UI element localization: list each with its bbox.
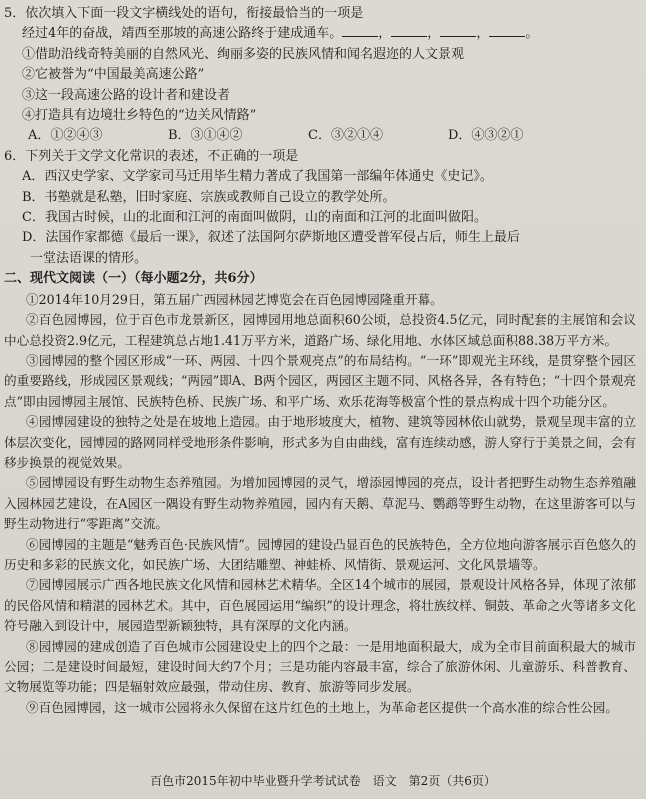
q5-passage-text: 经过4年的奋战，靖西至那坡的高速公路终于建成通车。 [22, 26, 343, 42]
paragraph-3: ③园博园的整个园区形成“一环、两园、十四个景观亮点”的布局结构。“一环”即观光主环线，是贯穿整个园区的重要路线，形成园区景观线；“两园”即A、B两个园区，两园区主题不同、风格各异，各有特色；“十四个景观亮点”即由园博园主展馆、民族特色桥、民族广场、和平广场、欢乐花海等极富个性的景点构成十四个功能分区。 [4, 352, 636, 409]
q6-stem: 6．下列关于文学文化常识的表述，不正确的一项是 [4, 148, 299, 164]
paragraph-4: ④园博园建设的独特之处是在坡地上造园。由于地形坡度大，植物、建筑等园林依山就势，景观呈现丰富的立体层次变化，园博园的路网同样受地形条件影响，形式多为自由曲线，富有连续动感，游人穿行于美景之间，会有移步换景的视觉效果。 [4, 414, 636, 470]
paragraph-9: ⑨百色园博园，这一城市公园将永久保留在这片红色的土地上，为革命老区提供一个高水准的综合性公园。 [26, 699, 618, 715]
q5-option-c: C．③②①④ [308, 128, 383, 144]
q5-option-a: A．①②④③ [28, 128, 103, 144]
q5-option-d: D．④③②① [448, 128, 524, 144]
section-title: 二、现代文阅读（一）（每小题2分，共6分） [4, 271, 263, 287]
q5-blank-1 [342, 24, 378, 37]
q5-sep-1: ， [378, 26, 392, 42]
q5-item-2: ②它被誉为“中国最美高速公路” [22, 67, 205, 83]
q5-option-b: B．③①④② [168, 128, 243, 144]
paragraph-2: ②百色园博园，位于百色市龙景新区，园博园用地总面积60公顷，总投资4.5亿元，同时配套的主展馆和会议中心总投资2.9亿元，工程建筑总占地1.41万平方米，道路广场、绿化用地、水体区域总面积88.38万平方米。 [4, 312, 636, 348]
q5-item-4: ④打造具有边境壮乡特色的“边关风情路” [22, 108, 257, 124]
q5-blank-4 [489, 24, 525, 37]
paragraph-6: ⑥园博园的主题是“魅秀百色·民族风情”。园博园的建设凸显百色的民族特色，全方位地向游客展示百色悠久的历史和多彩的民族文化，如民族广场、大团结雕塑、神蛙桥、风情街、景观运河、文化风景墙等。 [4, 536, 636, 572]
page-footer: 百色市2015年初中毕业暨升学考试试卷 语文 第2页（共6页） [150, 773, 496, 788]
q5-item-3: ③这一段高速公路的设计者和建设者 [22, 87, 231, 103]
q5-passage [4, 24, 636, 44]
paragraph-8: ⑧园博园的建成创造了百色城市公园建设史上的四个之最：一是用地面积最大，成为全市目前面积最大的城市公园；二是建设时间最短，建设时间大约7个月；三是功能内容最丰富，综合了旅游休闲、儿童游乐、科普教育、文物展览等功能；四是辐射效应最强，带动住房、教育、旅游等同步发展。 [4, 638, 636, 695]
q5-item-1: ①借助沿线奇特美丽的自然风光、绚丽多姿的民族风情和闻名遐迩的人文景观 [22, 46, 465, 62]
q5-blank-2 [391, 24, 427, 37]
q5-sep-3: ， [476, 26, 490, 42]
paragraph-1: ①2014年10月29日，第五届广西园林园艺博览会在百色园博园隆重开幕。 [26, 291, 443, 307]
q6-option-c: C．我国古时候，山的北面和江河的南面叫做阴，山的南面和江河的北面叫做阳。 [22, 210, 487, 226]
q5-blank-3 [440, 24, 476, 37]
q6-option-a: A．西汉史学家、文学家司马迁用毕生精力著成了我国第一部编年体通史《史记》。 [22, 169, 493, 185]
paragraph-7: ⑦园博园展示广西各地民族文化风情和园林艺术精华。全区14个城市的展园，景观设计风格各异，体现了浓郁的民俗风情和精湛的园林艺术。其中，百色展园运用“编织”的设计理念，将壮族纹样、铜鼓、革命之火等诸多文化符号融入到设计中，展园造型新颖独特，具有深厚的文化内涵。 [4, 577, 636, 634]
q5-stem: 5．依次填入下面一段文字横线处的语句，衔接最恰当的一项是 [4, 6, 364, 21]
q5-sep-2: ， [427, 26, 441, 42]
q5-end: 。 [525, 26, 539, 42]
paragraph-5: ⑤园博园设有野生动物生态养殖园。为增加园博园的灵气，增添园博园的亮点，设计者把野生动物生态养殖融入园林园艺建设，在A园区一隅设有野生动物养殖园，园内有天鹅、草泥马、鹦鹉等野生动物，在这里游客可以与野生动物进行“零距离”交流。 [4, 475, 636, 532]
q5-options [4, 126, 636, 146]
q6-option-d: D．法国作家都德《最后一课》，叙述了法国阿尔萨斯地区遭受普军侵占后，师生上最后 [22, 230, 520, 246]
q6-option-d-cont: 一堂法语课的情形。 [30, 250, 148, 266]
q6-option-b: B．书塾就是私塾，旧时家庭、宗族或教师自己设立的教学处所。 [22, 189, 396, 205]
